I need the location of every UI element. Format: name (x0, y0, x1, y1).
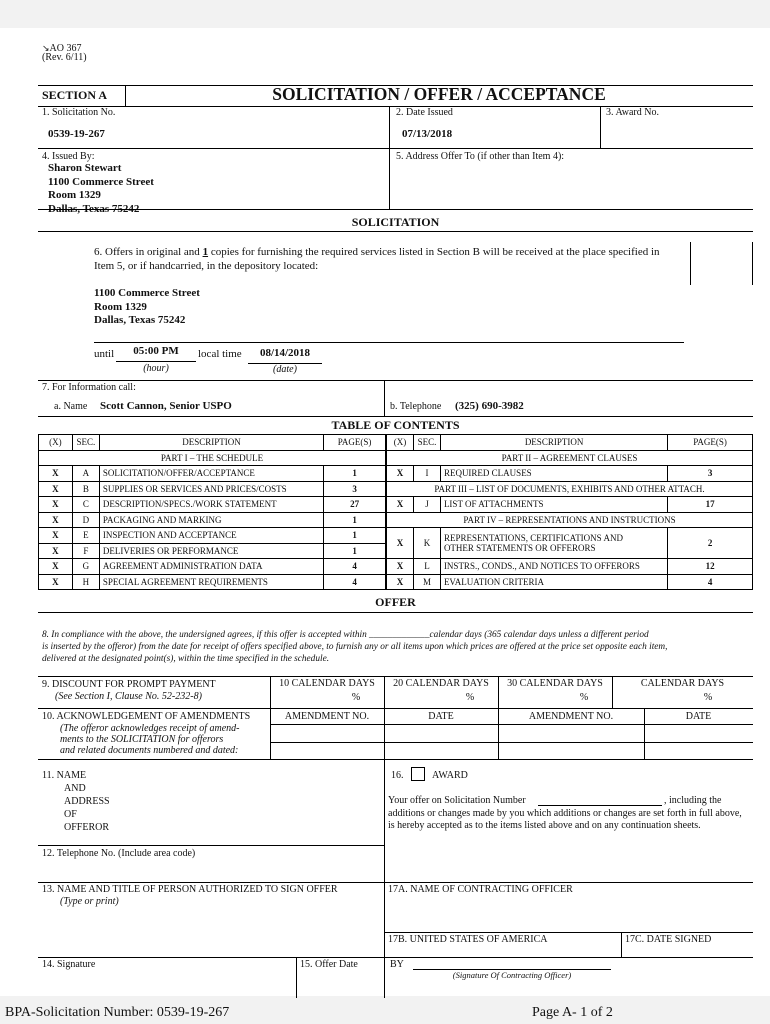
toc-pages: 1 (324, 466, 386, 482)
item17c-label: 17C. DATE SIGNED (625, 934, 712, 945)
item6-text-c: Item 5, or if handcarried, in the depository located: (94, 260, 319, 272)
toc-x: X (39, 497, 73, 513)
discount-calendar-days: CALENDAR DAYS (640, 678, 725, 689)
toc-sec: A (72, 466, 99, 482)
toc-col-x: (X) (39, 435, 73, 451)
depository-address (94, 287, 200, 328)
toc-desc: REQUIRED CLAUSES (440, 466, 667, 482)
section-label: SECTION A (42, 88, 108, 102)
page-footer (0, 1001, 770, 1024)
item4-label: 4. Issued By: (42, 151, 95, 162)
item9-clause: (See Section I, Clause No. 52-232-8) (55, 691, 202, 702)
toc-desc: PACKAGING AND MARKING (99, 512, 323, 528)
table-row (39, 528, 386, 544)
table-row (39, 497, 386, 513)
toc-col-pages: PAGE(S) (324, 435, 386, 451)
toc-x: X (39, 574, 73, 590)
toc-part1: PART I – THE SCHEDULE (39, 450, 386, 466)
item10-note-line: ments to the SOLICITATION for offerors (60, 734, 224, 745)
item17b-label: 17B. UNITED STATES OF AMERICA (388, 934, 548, 945)
toc-header-row (387, 435, 753, 451)
by-label: BY (390, 959, 404, 970)
form-revision: (Rev. 6/11) (42, 52, 87, 63)
table-row (387, 559, 753, 575)
item8-line: 8. In compliance with the above, the undersigned agrees, if this offer is accepted within _____________calendar days (365 calendar days unless a different period (42, 630, 649, 640)
toc-desc-line: REPRESENTATIONS, CERTIFICATIONS AND (443, 533, 623, 543)
hour-caption: (hour) (143, 363, 169, 374)
item2-label: 2. Date Issued (396, 107, 453, 118)
toc-sec: J (413, 497, 440, 513)
toc-x: X (387, 574, 414, 590)
issuer-line: 1100 Commerce Street (48, 175, 154, 188)
percent-sign: % (465, 692, 475, 703)
toc-x: X (387, 466, 414, 482)
item8-line: delivered at the designated point(s), within the time specified in the schedule. (42, 654, 330, 664)
item10-note (60, 723, 240, 756)
date-caption: (date) (273, 364, 297, 375)
toc-x: X (39, 543, 73, 559)
depository-line: Dallas, Texas 75242 (94, 314, 186, 326)
copies-count: 1 (202, 246, 209, 258)
toc-heading: TABLE OF CONTENTS (331, 418, 460, 432)
item13-label: 13. NAME AND TITLE OF PERSON AUTHORIZED TO SIGN OFFER (42, 884, 338, 895)
depository-line: 1100 Commerce Street (94, 287, 200, 299)
toc-desc: AGREEMENT ADMINISTRATION DATA (99, 559, 323, 575)
toc-x: X (387, 559, 414, 575)
toc-part-row (39, 450, 386, 466)
toc-sec: B (72, 481, 99, 497)
item8-line: is inserted by the offeror) from the date for receipt of offers specified above, to furnish any or all items upon which prices are offered at the price set opposite each item, (42, 642, 668, 652)
toc-sec: F (72, 543, 99, 559)
discount-30-days: 30 CALENDAR DAYS (507, 678, 603, 689)
toc-x: X (387, 497, 414, 513)
toc-part-row (387, 481, 753, 497)
table-row (39, 574, 386, 590)
toc-sec: D (72, 512, 99, 528)
toc-sec: I (413, 466, 440, 482)
item14-label: 14. Signature (42, 959, 96, 970)
toc-desc: DELIVERIES OR PERFORMANCE (99, 543, 323, 559)
toc-col-sec: SEC. (72, 435, 99, 451)
toc-desc: SOLICITATION/OFFER/ACCEPTANCE (99, 466, 323, 482)
item11-label (42, 769, 110, 834)
item11-line: OFFEROR (64, 822, 110, 833)
toc-pages: 3 (324, 481, 386, 497)
discount-20-days: 20 CALENDAR DAYS (393, 678, 489, 689)
toc-pages: 1 (324, 528, 386, 544)
toc-desc: SPECIAL AGREEMENT REQUIREMENTS (99, 574, 323, 590)
solicitation-number: 0539-19-267 (48, 128, 105, 140)
form-code-text: AO 367 (49, 43, 82, 54)
issuer-line: Room 1329 (48, 189, 101, 201)
table-row (387, 466, 753, 482)
contact-name: Scott Cannon, Senior USPO (100, 400, 232, 412)
amendment-date-header: DATE (685, 711, 712, 722)
item11-line: OF (64, 809, 77, 820)
depository-line: Room 1329 (94, 300, 147, 313)
toc-pages: 4 (324, 574, 386, 590)
toc-desc: SUPPLIES OR SERVICES AND PRICES/COSTS (99, 481, 323, 497)
form-title: SOLICITATION / OFFER / ACCEPTANCE (272, 84, 606, 104)
table-row (387, 528, 753, 559)
award-text-line3: is hereby accepted as to the items listed above and on any continuation sheets. (388, 820, 701, 831)
toc-part3: PART III – LIST OF DOCUMENTS, EXHIBITS AND OTHER ATTACH. (387, 481, 753, 497)
item13-note: (Type or print) (60, 896, 119, 907)
toc-col-desc: DESCRIPTION (440, 435, 667, 451)
award-label: AWARD (432, 770, 468, 781)
amendment-no-header: AMENDMENT NO. (528, 711, 614, 722)
toc-x: X (387, 528, 414, 559)
toc-header-row (39, 435, 386, 451)
amendment-no-header: AMENDMENT NO. (284, 711, 370, 722)
award-solicitation-number-line (538, 805, 662, 806)
contact-telephone: (325) 690-3982 (455, 400, 524, 412)
award-checkbox[interactable] (411, 767, 425, 781)
item7-label: 7. For Information call: (42, 382, 136, 393)
form-page (0, 28, 770, 996)
toc-sec: E (72, 528, 99, 544)
toc-x: X (39, 528, 73, 544)
toc-pages: 27 (324, 497, 386, 513)
contact-name-label: a. Name (54, 401, 88, 412)
table-row (39, 559, 386, 575)
percent-sign: % (351, 692, 361, 703)
issuer-address (48, 162, 154, 216)
toc-part4: PART IV – REPRESENTATIONS AND INSTRUCTIONS (387, 512, 753, 528)
toc-sec: G (72, 559, 99, 575)
due-date: 08/14/2018 (259, 347, 311, 359)
toc-pages: 17 (668, 497, 753, 513)
offer-heading: OFFER (375, 595, 416, 609)
footer-solicitation-number: BPA-Solicitation Number: 0539-19-267 (5, 1005, 230, 1020)
item3-label: 3. Award No. (606, 107, 659, 118)
contact-telephone-label: b. Telephone (390, 401, 442, 412)
percent-sign: % (703, 692, 713, 703)
toc-col-x: (X) (387, 435, 414, 451)
toc-desc (440, 528, 667, 559)
toc-desc: INSPECTION AND ACCEPTANCE (99, 528, 323, 544)
solicitation-heading: SOLICITATION (351, 215, 440, 229)
due-hour: 05:00 PM (133, 345, 179, 357)
item5-label: 5. Address Offer To (if other than Item 4): (396, 151, 565, 162)
toc-pages: 4 (668, 574, 753, 590)
issuer-line: Sharon Stewart (48, 162, 122, 174)
item12-label: 12. Telephone No. (Include area code) (42, 848, 196, 859)
footer-page-number: Page A- 1 of 2 (532, 1005, 613, 1020)
item10-note-line: and related documents numbered and dated: (60, 745, 239, 756)
item6-text (94, 246, 660, 258)
toc-sec: M (413, 574, 440, 590)
toc-desc: EVALUATION CRITERIA (440, 574, 667, 590)
award-text-b: , including the (664, 795, 722, 806)
item6-text-a: 6. Offers in original and (94, 246, 203, 258)
toc-sec: H (72, 574, 99, 590)
toc-pages: 2 (668, 528, 753, 559)
toc-desc-line: OTHER STATEMENTS OR OFFERORS (443, 543, 596, 553)
item8-text (42, 629, 667, 665)
item9-label: 9. DISCOUNT FOR PROMPT PAYMENT (42, 679, 216, 690)
award-text-line2: additions or changes made by you which additions or changes are set forth in full above, (388, 808, 742, 819)
date-issued: 07/13/2018 (402, 128, 453, 140)
issuer-line: Dallas, Texas 75242 (48, 202, 140, 215)
toc-sec: C (72, 497, 99, 513)
toc-pages: 3 (668, 466, 753, 482)
table-row (39, 512, 386, 528)
toc-desc: LIST OF ATTACHMENTS (440, 497, 667, 513)
toc-desc: DESCRIPTION/SPECS./WORK STATEMENT (99, 497, 323, 513)
toc-x: X (39, 559, 73, 575)
toc-right-table (386, 434, 753, 590)
amendment-date-header: DATE (428, 711, 454, 722)
form-code: ↘AO 367 (42, 43, 82, 54)
toc-pages: 12 (668, 559, 753, 575)
until-label: until (94, 348, 115, 360)
toc-pages: 1 (324, 543, 386, 559)
item15-label: 15. Offer Date (300, 959, 358, 970)
item11-line: ADDRESS (64, 796, 110, 807)
toc-left-table (38, 434, 386, 590)
toc-x: X (39, 466, 73, 482)
table-row (39, 466, 386, 482)
table-row (387, 574, 753, 590)
toc-x: X (39, 512, 73, 528)
table-row (387, 497, 753, 513)
toc-part-row (387, 450, 753, 466)
toc-col-sec: SEC. (413, 435, 440, 451)
toc-sec: L (413, 559, 440, 575)
toc-col-pages: PAGE(S) (668, 435, 753, 451)
item11-line: 11. NAME (42, 770, 87, 781)
award-text-a: Your offer on Solicitation Number (388, 795, 526, 806)
item17a-label: 17A. NAME OF CONTRACTING OFFICER (388, 884, 573, 895)
item11-line: AND (64, 783, 86, 794)
item6-text-b: copies for furnishing the required services listed in Section B will be received at the place specified in (208, 246, 660, 258)
local-time-label: local time (198, 348, 242, 360)
discount-10-days: 10 CALENDAR DAYS (279, 678, 375, 689)
item16-number: 16. (391, 770, 404, 781)
toc-part-row (387, 512, 753, 528)
toc-desc: INSTRS., CONDS., AND NOTICES TO OFFERORS (440, 559, 667, 575)
item10-note-line: (The offeror acknowledges receipt of amend- (60, 723, 240, 734)
toc-sec: K (413, 528, 440, 559)
item10-label: 10. ACKNOWLEDGEMENT OF AMENDMENTS (42, 711, 251, 722)
co-signature-caption: (Signature Of Contracting Officer) (452, 970, 572, 980)
toc-x: X (39, 481, 73, 497)
toc-pages: 1 (324, 512, 386, 528)
toc-pages: 4 (324, 559, 386, 575)
item1-label: 1. Solicitation No. (42, 107, 116, 118)
table-row (39, 481, 386, 497)
toc-part2: PART II – AGREEMENT CLAUSES (387, 450, 753, 466)
table-row (39, 543, 386, 559)
toc-col-desc: DESCRIPTION (99, 435, 323, 451)
percent-sign: % (579, 692, 589, 703)
